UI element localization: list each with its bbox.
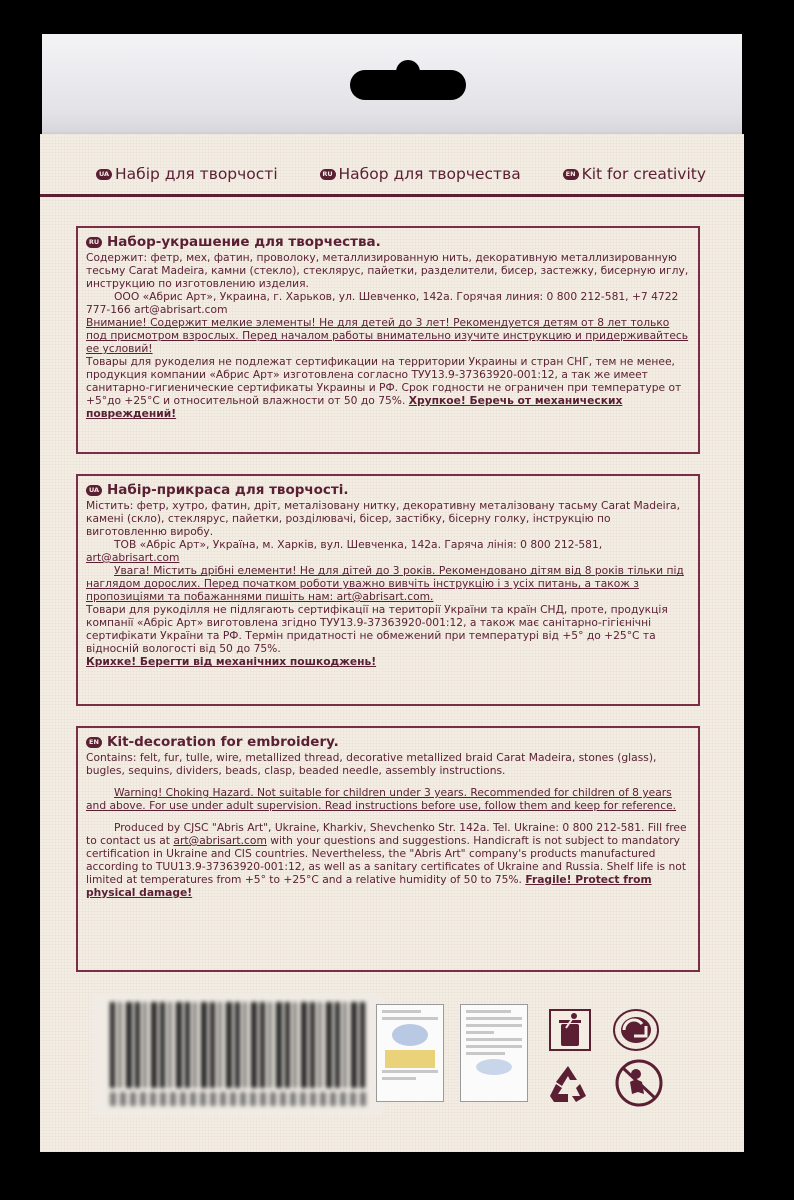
panel-ru-producer: ООО «Абрис Арт», Украина, г. Харьков, ул. Шевченко, 142а. Горячая линия: 0 800 212-581, +7 4722 777-166 art@abrisart.com: [86, 290, 679, 316]
recycle-icon: [546, 1062, 590, 1106]
panel-ua: [76, 474, 700, 706]
flag-ua-icon: UA: [96, 169, 112, 180]
flag-ru-icon: RU: [86, 237, 102, 248]
panel-ua-warning: Увага! Містить дрібні елементи! Не для дітей до 3 років. Рекомендовано дітям від 8 років тільки під наглядом дорослих. Перед початком роботи уважно вивчіть інструкцію і з усіх питань, а також з пропозиціями та побажаннями пишіть нам: art@abrisart.com.: [86, 564, 684, 603]
panel-ua-title: [86, 482, 690, 499]
language-title-bar: [96, 154, 706, 194]
title-ru: [320, 165, 521, 183]
panel-en-producer-prefix: Produced by CJSC "Abris Art", Ukraine, Kharkiv, Shevchenko Str. 142a. Tel. Ukraine: 0 800 212-581. Fill free to contact us at: [86, 821, 687, 847]
panel-en-contents: Contains: felt, fur, tulle, wire, metallized thread, decorative metallized braid Carat Madeira, stones (glass), bugles, sequins, dividers, beads, clasp, beaded needle, assembly instructions.: [86, 751, 657, 777]
panel-en-title: [86, 734, 690, 751]
barcode-bars: [110, 1002, 366, 1088]
panel-en-email[interactable]: art@abrisart.com: [173, 834, 267, 847]
flag-en-icon: EN: [86, 737, 102, 748]
barcode-icon: [92, 994, 384, 1116]
title-ru-label: Набор для творчества: [338, 165, 521, 183]
panel-ua-certification: Товари для рукоділля не підлягають сертифікації на території України та країн СНД, проте, продукція компанії «Абріс Арт» виготовлена згідно ТУУ13.9-37363920-001:12, а також має санітарно-гігієнічні сертифікати України та РФ. Термін придатності не обмежений при температурі від +5° до +25°С та відносній вологості від 50 до 75%.: [86, 603, 668, 655]
panel-ua-contents: Містить: фетр, хутро, фатин, дріт, металізовану нитку, декоративну металізовану тасьму Carat Madeira, камені (скло), стеклярус, пайетки, розділювачі, бісер, застібку, бісерну голку, інструкцію по виготовленню виробу.: [86, 499, 680, 538]
rst-certification-icon: [610, 1006, 662, 1054]
package-back: [40, 134, 744, 1152]
title-en-label: Kit for creativity: [581, 165, 706, 183]
panel-en-fragile: Fragile! Protect from physical damage!: [86, 873, 652, 899]
panel-ru-cert-text: Товары для рукоделия не подлежат сертификации на территории Украины и стран СНГ, тем не менее, продукция компании «Абрис Арт» изготовлена согласно ТУУ13.9-37363920-001:12, а так же имеет санитарно-гигиенические сертификаты Украины и РФ. Срок годности не ограничен при температуре от +5°до +25°С и относительной влажности от 50 до 75%.: [86, 355, 682, 407]
divider: [40, 194, 744, 197]
panel-ru-certification: [86, 355, 690, 420]
panel-ru-title-text: Набор-украшение для творчества.: [107, 234, 381, 250]
panel-ua-fragile: Крихке! Берегти від механічних пошкоджень!: [86, 655, 377, 668]
flag-ru-icon: RU: [320, 169, 336, 180]
panel-en-producer-suffix: with your questions and suggestions. Handicraft is not subject to mandatory certification in Ukraine and CIS countries. Nevertheless, the "Abris Art" company's products manufactured according to TUU13.9-37363920-001:12, as well as a sanitary certificates of Ukraine and Russia. Shelf life is not limited at temperatures from +5° to +25°C and a relative humidity of 50 to 75%.: [86, 834, 687, 886]
no-small-children-icon: [614, 1058, 664, 1108]
hang-hole-notch: [396, 60, 420, 82]
panel-en-producer: [86, 821, 690, 899]
panel-en-title-text: Kit-decoration for embroidery.: [107, 734, 339, 750]
panel-ru-title: [86, 234, 690, 251]
panel-ua-title-text: Набір-прикраса для творчості.: [107, 482, 349, 498]
panel-ua-email[interactable]: art@abrisart.com: [86, 551, 180, 564]
panel-ua-producer: ТОВ «Абріс Арт», Україна, м. Харків, вул. Шевченка, 142а. Гаряча лінія: 0 800 212-581,: [114, 538, 603, 551]
title-ua-label: Набір для творчості: [115, 165, 278, 183]
title-ua: [96, 165, 278, 183]
panel-ru-fragile: Хрупкое! Беречь от механических повреждений!: [86, 394, 623, 420]
certificate-icon: [460, 1004, 528, 1102]
title-en: [563, 165, 706, 183]
flag-ua-icon: UA: [86, 485, 102, 496]
panel-en-warning: Warning! Choking Hazard. Not suitable for children under 3 years. Recommended for children of 8 years and above. For use under adult supervision. Read instructions before use, follow them and keep for reference.: [86, 786, 677, 812]
panel-en: [76, 726, 700, 972]
panel-ru-warning: Внимание! Содержит мелкие элементы! Не для детей до 3 лет! Рекомендуется детям от 8 лет только под присмотром взрослых. Перед началом работы внимательно изучите инструкцию и придерживайтесь ее условий!: [86, 316, 689, 355]
certificate-icon: [376, 1004, 444, 1102]
flag-en-icon: EN: [563, 169, 579, 180]
panel-ru-contents: Содержит: фетр, мех, фатин, проволоку, металлизированную нить, декоративную металлизированную тесьму Carat Madeira, камни (стекло), стеклярус, пайетки, разделители, бисер, застежку, бисерную иглу, инструкцию по изготовлению изделия.: [86, 251, 689, 290]
barcode-digits: [110, 1092, 366, 1106]
trash-bin-icon: [548, 1008, 592, 1052]
panel-ru: [76, 226, 700, 454]
